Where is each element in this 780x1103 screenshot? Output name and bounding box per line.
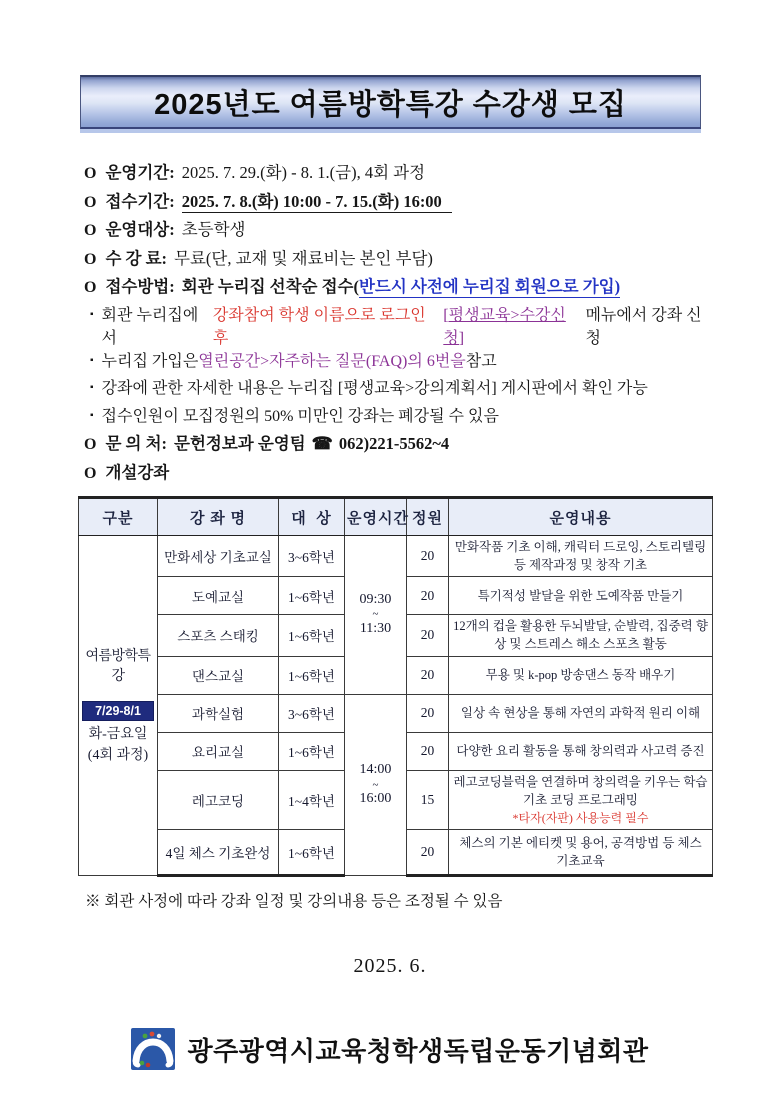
- grade-cell: 1~4학년: [279, 770, 345, 830]
- adjustment-footnote: ※ 회관 사정에 따라 강좌 일정 및 강의내용 등은 조정될 수 있음: [85, 893, 503, 911]
- grade-cell: 1~6학년: [279, 830, 345, 876]
- sub1-menu-path: [평생교육>수강신청]: [443, 306, 566, 347]
- period-label: 운영기간:: [105, 163, 175, 182]
- target-label: 운영대상:: [105, 220, 175, 239]
- contents-text: 레고코딩블럭을 연결하며 창의력을 키우는 학습기초 코딩 프로그래밍: [453, 774, 708, 807]
- contents-cell: 12개의 컵을 활용한 두뇌발달, 순발력, 집중력 향상 및 스트레스 해소 스포츠 활동: [449, 615, 713, 656]
- contents-cell: 일상 속 현상을 통해 자연의 과학적 원리 이해: [449, 694, 713, 732]
- square-bullet: ▪: [90, 354, 94, 366]
- capacity-cell: 20: [407, 536, 449, 577]
- sub-line-cancellation: [90, 403, 716, 431]
- grade-cell: 1~6학년: [279, 615, 345, 656]
- group-name: 여름방학특강: [85, 649, 151, 685]
- info-line-contact: [84, 430, 716, 459]
- square-bullet: ▪: [90, 382, 94, 393]
- time-end: 16:00: [359, 791, 392, 807]
- period-value: 2025. 7. 29.(화) - 8. 1.(금), 4회 과정: [181, 163, 426, 182]
- grade-cell: 1~6학년: [279, 656, 345, 694]
- circle-bullet: O: [84, 279, 97, 296]
- table-row: [79, 536, 713, 577]
- group-days: 화-금요일: [88, 727, 148, 743]
- capacity-cell: 20: [407, 656, 449, 694]
- course-name-cell: 도예교실: [158, 577, 279, 615]
- time-start: 14:00: [359, 762, 392, 778]
- contents-cell: 무용 및 k-pop 방송댄스 동작 배우기: [449, 656, 713, 694]
- method-highlight: 반드시 사전에 누리집 회원으로 가입): [359, 273, 620, 298]
- capacity-cell: 15: [407, 770, 449, 830]
- contact-phone-number: 062)221-5562~4: [338, 434, 450, 453]
- sub2-purple-text: 열린공간>자주하는 질문(FAQ)의 6번을: [198, 352, 466, 370]
- info-line-apply: [84, 188, 716, 217]
- contents-cell: 다양한 요리 활동을 통해 창의력과 사고력 증진: [449, 732, 713, 770]
- fee-label: 수 강 료:: [105, 248, 168, 268]
- method-label: 접수방법:: [105, 277, 175, 296]
- capacity-cell: 20: [407, 577, 449, 615]
- category-cell: [79, 536, 158, 876]
- fee-value: 무료(단, 교재 및 재료비는 본인 부담): [174, 248, 433, 268]
- sub2-pre: 누리집 가입은: [101, 352, 199, 370]
- capacity-cell: 20: [407, 732, 449, 770]
- circle-bullet: O: [84, 222, 97, 239]
- target-value: 초등학생: [181, 220, 246, 239]
- sub1-post: 메뉴에서 강좌 신청: [585, 306, 702, 347]
- circle-bullet: O: [84, 165, 97, 182]
- time-cell-pm: [345, 694, 407, 876]
- document-date: 2025. 6.: [353, 955, 427, 978]
- page-title: 2025년도 여름방학특강 수강생 모집: [154, 88, 627, 121]
- org-logo-icon: [131, 1028, 175, 1070]
- square-bullet: ▪: [90, 409, 94, 421]
- org-name: 광주광역시교육청학생독립운동기념회관: [187, 1035, 649, 1066]
- time-separator: ~: [372, 778, 379, 791]
- contact-label: 문 의 처:: [105, 434, 168, 453]
- header-grade: 대 상: [279, 498, 345, 536]
- contents-cell: 만화작품 기초 이해, 캐릭터 드로잉, 스토리텔링 등 제작과정 및 창작 기초: [449, 536, 713, 577]
- course-name-cell: 레고코딩: [158, 770, 279, 830]
- capacity-cell: 20: [407, 830, 449, 876]
- circle-bullet: O: [84, 464, 97, 482]
- table-row: [79, 694, 713, 732]
- info-line-courses: [84, 459, 716, 488]
- header-contents: 운영내용: [449, 498, 713, 536]
- header-time: 운영시간: [345, 498, 407, 536]
- course-name-cell: 4일 체스 기초완성: [158, 830, 279, 876]
- sub-line-syllabus: [90, 375, 716, 403]
- course-name-cell: 요리교실: [158, 732, 279, 770]
- square-bullet: ▪: [90, 308, 94, 320]
- circle-bullet: O: [84, 436, 97, 453]
- course-name-cell: 댄스교실: [158, 656, 279, 694]
- organization-line: [0, 1028, 780, 1070]
- sub-line-login: [90, 302, 716, 348]
- info-line-period: [84, 159, 716, 188]
- header-course-name: 강 좌 명: [158, 498, 279, 536]
- table-header-row: [79, 498, 713, 536]
- info-line-fee: [84, 245, 716, 274]
- typing-requirement-note: *타자(자판) 사용능력 필수: [512, 810, 649, 825]
- sub3-text: 강좌에 관한 자세한 내용은 누리집 [평생교육>강의계획서] 게시판에서 확인 가능: [101, 380, 648, 397]
- header-category: 구분: [79, 498, 158, 536]
- title-banner: [80, 75, 701, 129]
- apply-value: 2025. 7. 8.(화) 10:00 - 7. 15.(화) 16:00: [182, 188, 452, 213]
- circle-bullet: O: [84, 250, 97, 268]
- info-line-method: [84, 273, 716, 302]
- grade-cell: 3~6학년: [279, 536, 345, 577]
- time-separator: ~: [372, 608, 379, 621]
- course-name-cell: 스포츠 스태킹: [158, 615, 279, 656]
- category-group: [81, 645, 155, 766]
- info-list: [84, 159, 716, 487]
- sub4-text: 접수인원이 모집정원의 50% 미만인 강좌는 폐강될 수 있음: [101, 407, 499, 425]
- contents-cell: 특기적성 발달을 위한 도예작품 만들기: [449, 577, 713, 615]
- info-line-target: [84, 216, 716, 245]
- courses-label: 개설강좌: [105, 462, 170, 482]
- grade-cell: 1~6학년: [279, 732, 345, 770]
- time-cell-am: [345, 536, 407, 695]
- contents-cell: [449, 770, 713, 830]
- header-capacity: 정원: [407, 498, 449, 536]
- course-name-cell: 만화세상 기초교실: [158, 536, 279, 577]
- method-value: 회관 누리집 선착순 접수(: [181, 277, 359, 296]
- contents-cell: 체스의 기본 에티켓 및 용어, 공격방법 등 체스 기초교육: [449, 830, 713, 876]
- time-end: 11:30: [359, 621, 392, 637]
- group-sessions: (4회 과정): [87, 748, 149, 764]
- sub2-post: 참고: [465, 352, 497, 370]
- course-name-cell: 과학실험: [158, 694, 279, 732]
- time-start: 09:30: [359, 592, 392, 608]
- circle-bullet: O: [84, 193, 97, 211]
- sub-line-faq: [90, 348, 716, 376]
- course-schedule-table: [78, 496, 713, 877]
- apply-label: 접수기간:: [105, 191, 175, 211]
- contact-value: 문헌정보과 운영팀: [174, 434, 306, 453]
- capacity-cell: 20: [407, 615, 449, 656]
- sub1-pre: 회관 누리집에서: [101, 306, 199, 347]
- sub1-red-text: 강좌참여 학생 이름으로 로그인 후: [212, 306, 426, 347]
- grade-cell: 1~6학년: [279, 577, 345, 615]
- capacity-cell: 20: [407, 694, 449, 732]
- phone-icon: ☎: [311, 434, 333, 453]
- date-badge: 7/29-8/1: [82, 701, 154, 721]
- grade-cell: 3~6학년: [279, 694, 345, 732]
